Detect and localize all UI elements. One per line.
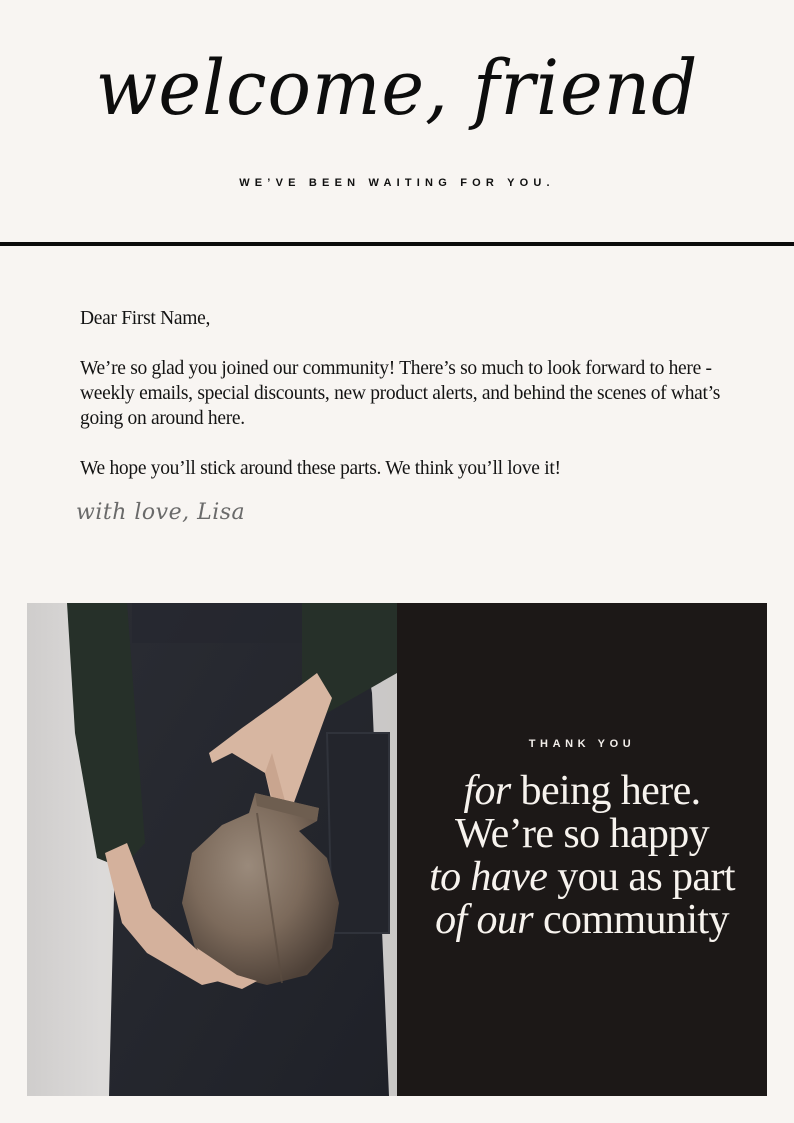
message-line-2: We’re so happy: [454, 811, 710, 857]
thank-you-label: THANK YOU: [528, 738, 636, 750]
letter-greeting-wrap: [80, 306, 720, 331]
message-line-1-italic: for: [463, 768, 511, 814]
message-line-1: [397, 770, 767, 813]
message-line-3-italic: to have: [429, 854, 548, 900]
thank-you-message: [397, 770, 767, 942]
message-line-3-text: you as part: [547, 854, 735, 900]
message-line-3: [397, 856, 767, 899]
photo-illustration: [27, 603, 397, 1096]
letter-paragraph-2: We hope you’ll stick around these parts. We think you’ll love it!: [80, 458, 561, 479]
letter-greeting: Dear First Name,: [80, 308, 211, 329]
divider-rule: [0, 242, 794, 246]
message-line-1-text: being here.: [510, 768, 701, 814]
photo-hands-holding-vase: [27, 603, 397, 1096]
header: [0, 0, 794, 244]
signature: with love, Lisa: [76, 500, 246, 525]
page-title: welcome, friend: [95, 43, 699, 132]
message-line-4-italic: of our: [435, 897, 534, 943]
thank-you-panel: [397, 603, 767, 1096]
message-line-4-text: community: [533, 897, 729, 943]
letter-paragraph-1: We’re so glad you joined our community! There’s so much to look forward to here - weekly emails, special discounts, new product alerts, and behind the scenes of what’s going on around here.: [80, 358, 721, 429]
message-line-4: [397, 899, 767, 942]
letter-paragraph-1-wrap: [80, 356, 730, 431]
tagline: WE’VE BEEN WAITING FOR YOU.: [239, 177, 555, 189]
letter-paragraph-2-wrap: [80, 456, 730, 481]
